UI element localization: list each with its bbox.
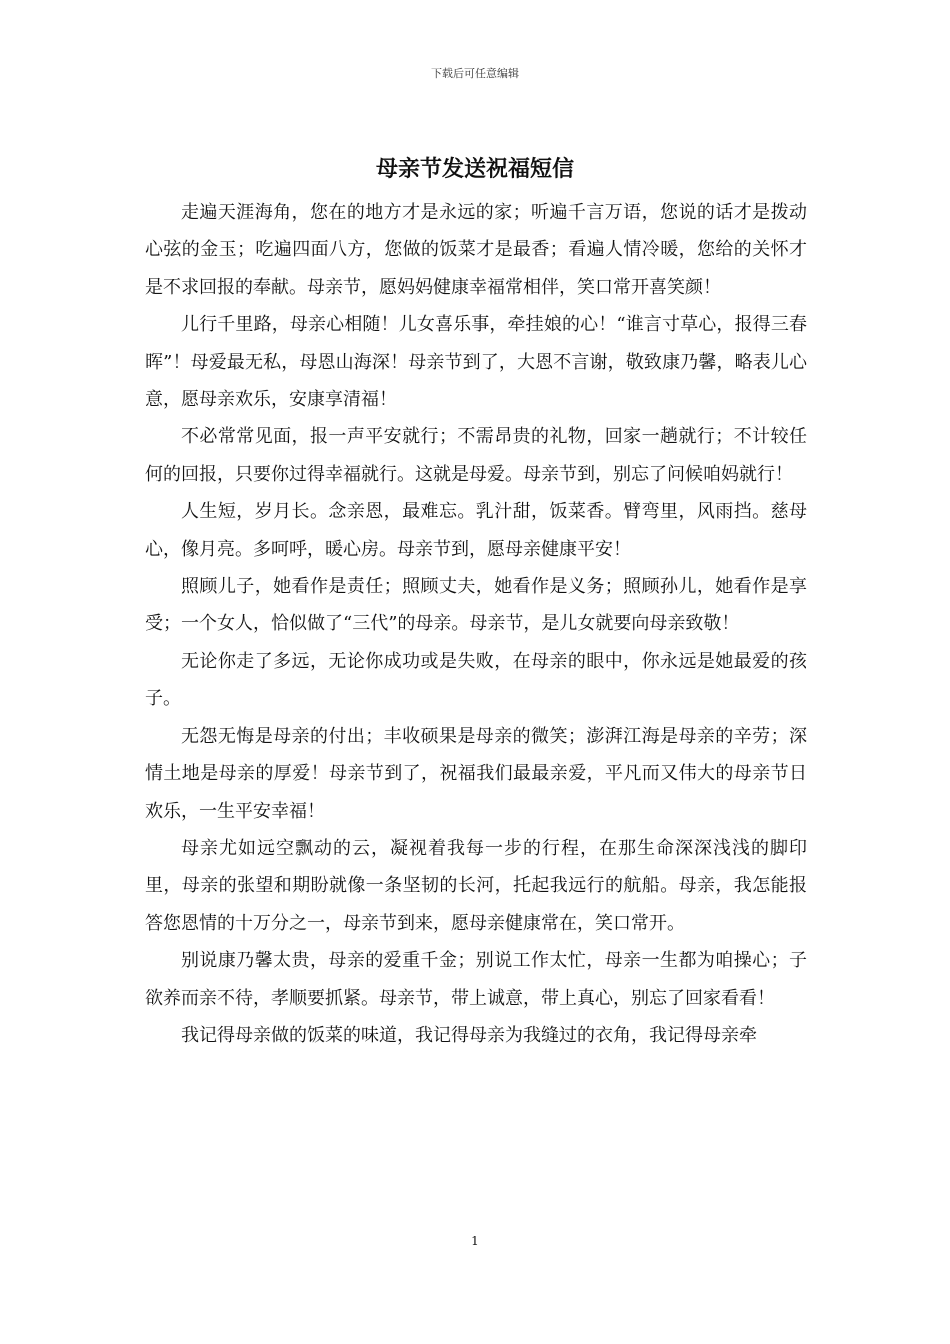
document-title: 母亲节发送祝福短信 <box>375 156 574 182</box>
document-body <box>145 194 807 1054</box>
paragraph: 人生短，岁月长。念亲恩，最难忘。乳汁甜，饭菜香。臂弯里，风雨挡。慈母心，像月亮。多呵呼，暖心房。母亲节到，愿母亲健康平安！ <box>145 501 807 560</box>
paragraph: 照顾儿子，她看作是责任；照顾丈夫，她看作是义务；照顾孙儿，她看作是享受；一个女人，恰似做了“三代”的母亲。母亲节，是儿女就要向母亲致敬！ <box>145 576 807 635</box>
paragraph: 无论你走了多远，无论你成功或是失败，在母亲的眼中，你永远是她最爱的孩子。 <box>145 650 807 710</box>
paragraph: 无怨无悔是母亲的付出；丰收硕果是母亲的微笑；澎湃江海是母亲的辛劳；深情土地是母亲的厚爱！母亲节到了，祝福我们最最亲爱，平凡而又伟大的母亲节日欢乐，一生平安幸福！ <box>145 725 807 822</box>
header-note: 下载后可任意编辑 <box>431 67 519 80</box>
paragraph: 别说康乃馨太贵，母亲的爱重千金；别说工作太忙，母亲一生都为咱操心；子欲养而亲不待，孝顺要抓紧。母亲节，带上诚意，带上真心，别忘了回家看看！ <box>145 950 807 1009</box>
page-number: 1 <box>471 1234 479 1248</box>
paragraph: 母亲尤如远空飘动的云，凝视着我每一步的行程，在那生命深深浅浅的脚印里，母亲的张望和期盼就像一条坚韧的长河，托起我远行的航船。母亲，我怎能报答您恩情的十万分之一，母亲节到来，愿母亲健康常在，笑口常开。 <box>145 837 807 934</box>
paragraph: 我记得母亲做的饭菜的味道，我记得母亲为我缝过的衣角，我记得母亲牵 <box>181 1024 757 1046</box>
paragraph: 儿行千里路，母亲心相随！儿女喜乐事，牵挂娘的心！“谁言寸草心，报得三春晖”！母爱最无私，母恩山海深！母亲节到了，大恩不言谢，敬致康乃馨，略表儿心意，愿母亲欢乐，安康享清福！ <box>145 314 807 411</box>
paragraph: 不必常常见面，报一声平安就行；不需昂贵的礼物，回家一趟就行；不计较任何的回报，只要你过得幸福就行。这就是母爱。母亲节到，别忘了问候咱妈就行！ <box>145 426 807 485</box>
paragraph: 走遍天涯海角，您在的地方才是永远的家；听遍千言万语，您说的话才是拨动心弦的金玉；吃遍四面八方，您做的饭菜才是最香；看遍人情冷暖，您给的关怀才是不求回报的奉献。母亲节，愿妈妈健康幸福常相伴，笑口常开喜笑颜！ <box>145 202 807 298</box>
